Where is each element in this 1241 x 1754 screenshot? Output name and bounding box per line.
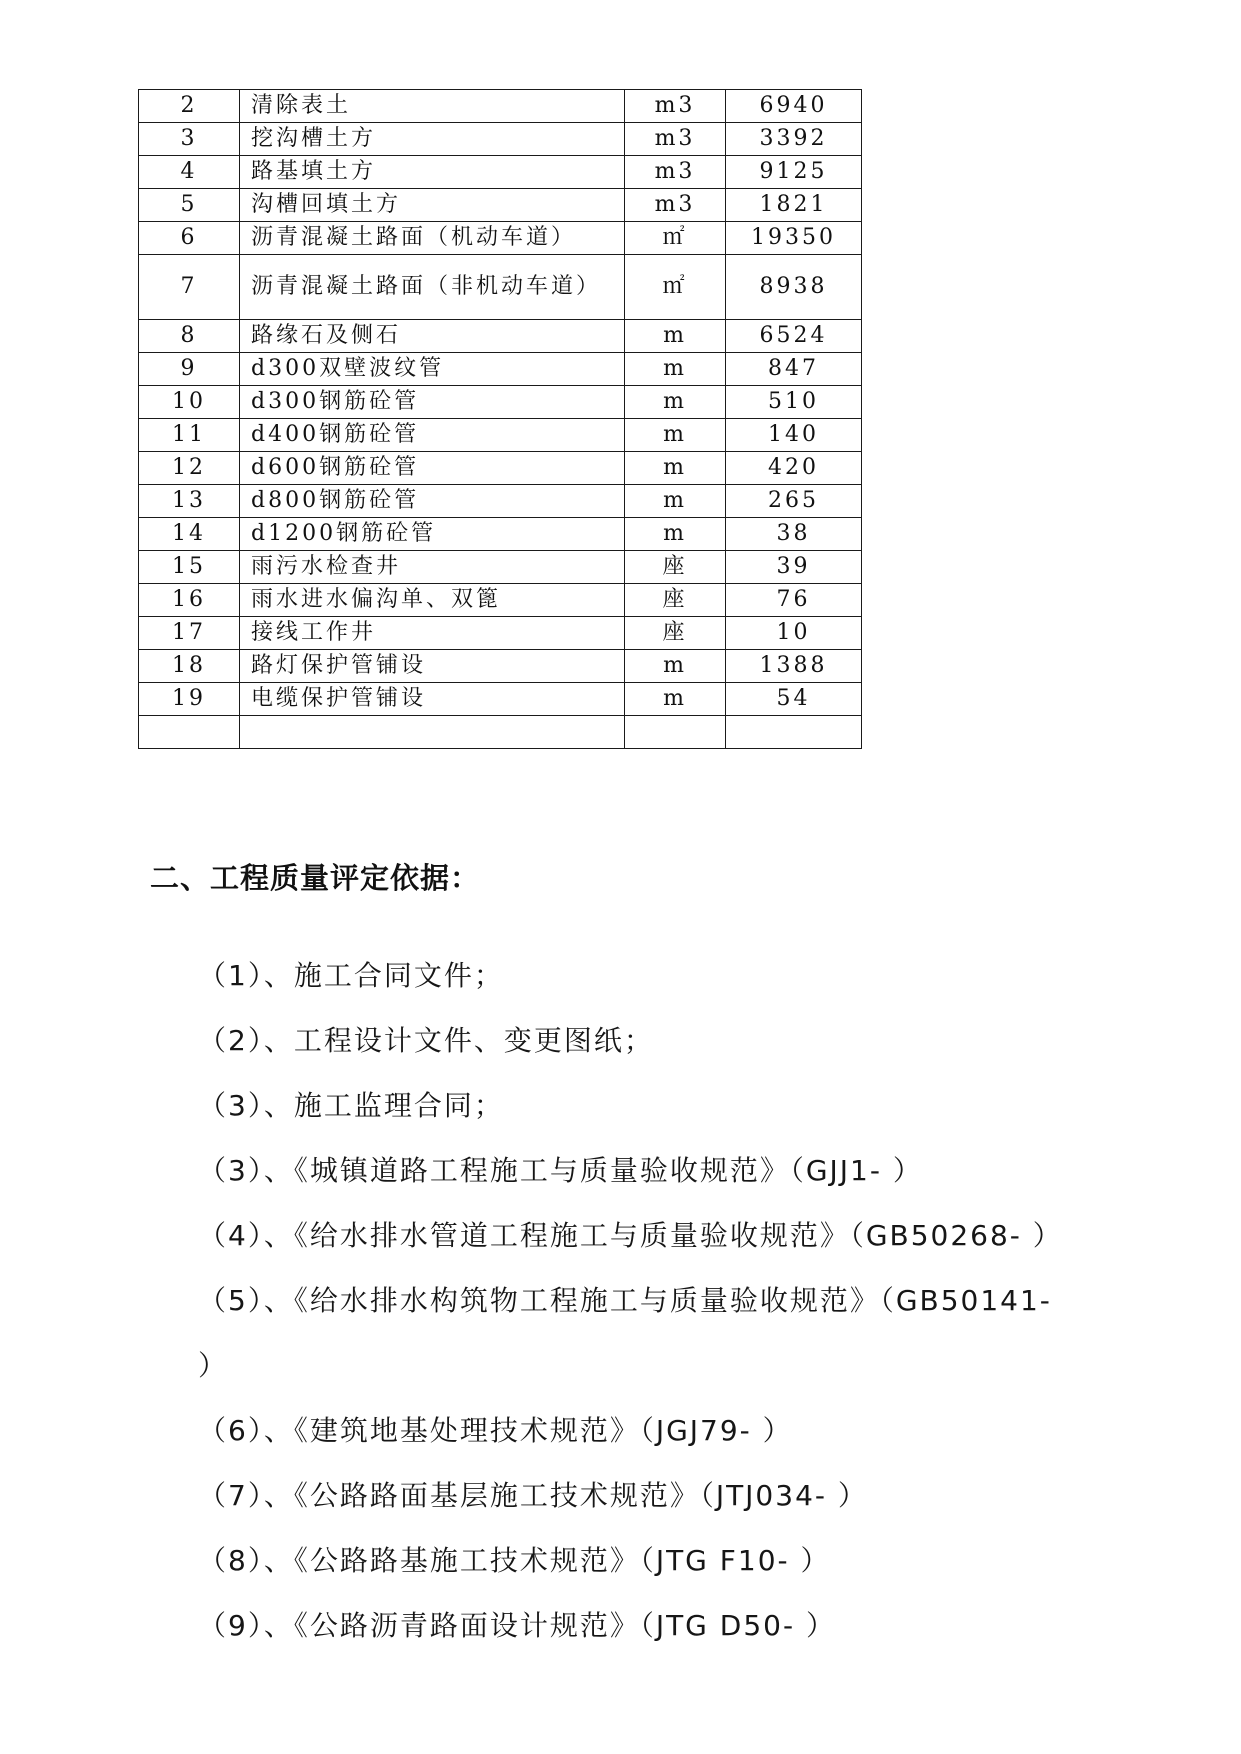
row-number: 12 <box>139 452 240 485</box>
item-unit: m3 <box>625 90 726 123</box>
table-row-empty <box>139 716 862 749</box>
row-number: 6 <box>139 222 240 255</box>
row-number: 3 <box>139 123 240 156</box>
item-unit: 座 <box>625 617 726 650</box>
item-name: d300双壁波纹管 <box>240 353 625 386</box>
table-row <box>139 683 862 716</box>
row-number: 14 <box>139 518 240 551</box>
list-item: （2）、工程设计文件、变更图纸； <box>198 1024 654 1057</box>
item-unit: 座 <box>625 551 726 584</box>
item-quantity: 3392 <box>726 123 862 156</box>
item-name: 沟槽回填土方 <box>240 189 625 222</box>
item-unit: m <box>625 485 726 518</box>
section-heading: 二、工程质量评定依据： <box>150 861 481 895</box>
item-unit: ㎡ <box>625 222 726 255</box>
row-number: 17 <box>139 617 240 650</box>
item-name: 接线工作井 <box>240 617 625 650</box>
table-row <box>139 419 862 452</box>
item-name: 挖沟槽土方 <box>240 123 625 156</box>
item-quantity: 8938 <box>726 255 862 320</box>
item-quantity: 847 <box>726 353 862 386</box>
row-number: 19 <box>139 683 240 716</box>
table-row <box>139 617 862 650</box>
item-unit: m3 <box>625 156 726 189</box>
list-item: （4）、《给水排水管道工程施工与质量验收规范》（GB50268- ） <box>198 1219 1063 1252</box>
table-row <box>139 123 862 156</box>
list-item: （3）、《城镇道路工程施工与质量验收规范》（GJJ1- ） <box>198 1154 923 1187</box>
item-quantity: 265 <box>726 485 862 518</box>
item-unit: m <box>625 650 726 683</box>
row-number: 15 <box>139 551 240 584</box>
row-number: 4 <box>139 156 240 189</box>
item-unit: m <box>625 320 726 353</box>
table-row <box>139 650 862 683</box>
item-name: 路缘石及侧石 <box>240 320 625 353</box>
row-number: 7 <box>139 255 240 320</box>
item-quantity: 140 <box>726 419 862 452</box>
row-number: 16 <box>139 584 240 617</box>
item-name: d300钢筋砼管 <box>240 386 625 419</box>
item-name: 电缆保护管铺设 <box>240 683 625 716</box>
item-quantity: 54 <box>726 683 862 716</box>
item-unit: m <box>625 386 726 419</box>
item-name: d600钢筋砼管 <box>240 452 625 485</box>
table-row <box>139 386 862 419</box>
table-row <box>139 452 862 485</box>
table-row <box>139 255 862 320</box>
item-unit: 座 <box>625 584 726 617</box>
item-quantity: 510 <box>726 386 862 419</box>
list-item: （3）、施工监理合同； <box>198 1089 504 1122</box>
table-row <box>139 584 862 617</box>
item-unit: m3 <box>625 189 726 222</box>
table-row <box>139 518 862 551</box>
item-quantity: 9125 <box>726 156 862 189</box>
item-unit: m <box>625 419 726 452</box>
list-item: （5）、《给水排水构筑物工程施工与质量验收规范》（GB50141- ） <box>198 1284 1052 1382</box>
item-name: 路基填土方 <box>240 156 625 189</box>
row-number: 9 <box>139 353 240 386</box>
item-quantity: 420 <box>726 452 862 485</box>
quality-basis-list <box>198 943 1078 1658</box>
item-unit: m <box>625 683 726 716</box>
item-quantity: 1821 <box>726 189 862 222</box>
item-unit: m <box>625 353 726 386</box>
item-unit: m <box>625 452 726 485</box>
table-row <box>139 353 862 386</box>
table-row <box>139 90 862 123</box>
item-name: d1200钢筋砼管 <box>240 518 625 551</box>
item-name: 沥青混凝土路面（机动车道） <box>240 222 625 255</box>
quantities-table <box>138 89 862 749</box>
item-quantity: 39 <box>726 551 862 584</box>
item-quantity: 38 <box>726 518 862 551</box>
list-item: （9）、《公路沥青路面设计规范》（JTG D50- ） <box>198 1609 836 1642</box>
item-name: 雨水进水偏沟单、双篦 <box>240 584 625 617</box>
item-quantity <box>726 716 862 749</box>
table-row <box>139 189 862 222</box>
row-number: 8 <box>139 320 240 353</box>
item-quantity: 1388 <box>726 650 862 683</box>
item-quantity: 6940 <box>726 90 862 123</box>
item-name: d800钢筋砼管 <box>240 485 625 518</box>
table-row <box>139 551 862 584</box>
item-unit: m3 <box>625 123 726 156</box>
item-name: 沥青混凝土路面（非机动车道） <box>240 255 625 320</box>
row-number: 5 <box>139 189 240 222</box>
table-row <box>139 222 862 255</box>
row-number: 18 <box>139 650 240 683</box>
item-name: 路灯保护管铺设 <box>240 650 625 683</box>
item-name <box>240 716 625 749</box>
item-unit: ㎡ <box>625 255 726 320</box>
row-number <box>139 716 240 749</box>
row-number: 13 <box>139 485 240 518</box>
row-number: 2 <box>139 90 240 123</box>
item-quantity: 76 <box>726 584 862 617</box>
item-quantity: 6524 <box>726 320 862 353</box>
list-item: （1）、施工合同文件； <box>198 959 504 992</box>
row-number: 10 <box>139 386 240 419</box>
list-item: （8）、《公路路基施工技术规范》（JTG F10- ） <box>198 1544 831 1577</box>
row-number: 11 <box>139 419 240 452</box>
table-row <box>139 156 862 189</box>
item-quantity: 10 <box>726 617 862 650</box>
list-item: （6）、《建筑地基处理技术规范》（JGJ79- ） <box>198 1414 793 1447</box>
item-unit: m <box>625 518 726 551</box>
item-name: d400钢筋砼管 <box>240 419 625 452</box>
item-quantity: 19350 <box>726 222 862 255</box>
item-name: 清除表土 <box>240 90 625 123</box>
list-item: （7）、《公路路面基层施工技术规范》（JTJ034- ） <box>198 1479 868 1512</box>
item-unit <box>625 716 726 749</box>
table-row <box>139 320 862 353</box>
table-row <box>139 485 862 518</box>
item-name: 雨污水检查井 <box>240 551 625 584</box>
